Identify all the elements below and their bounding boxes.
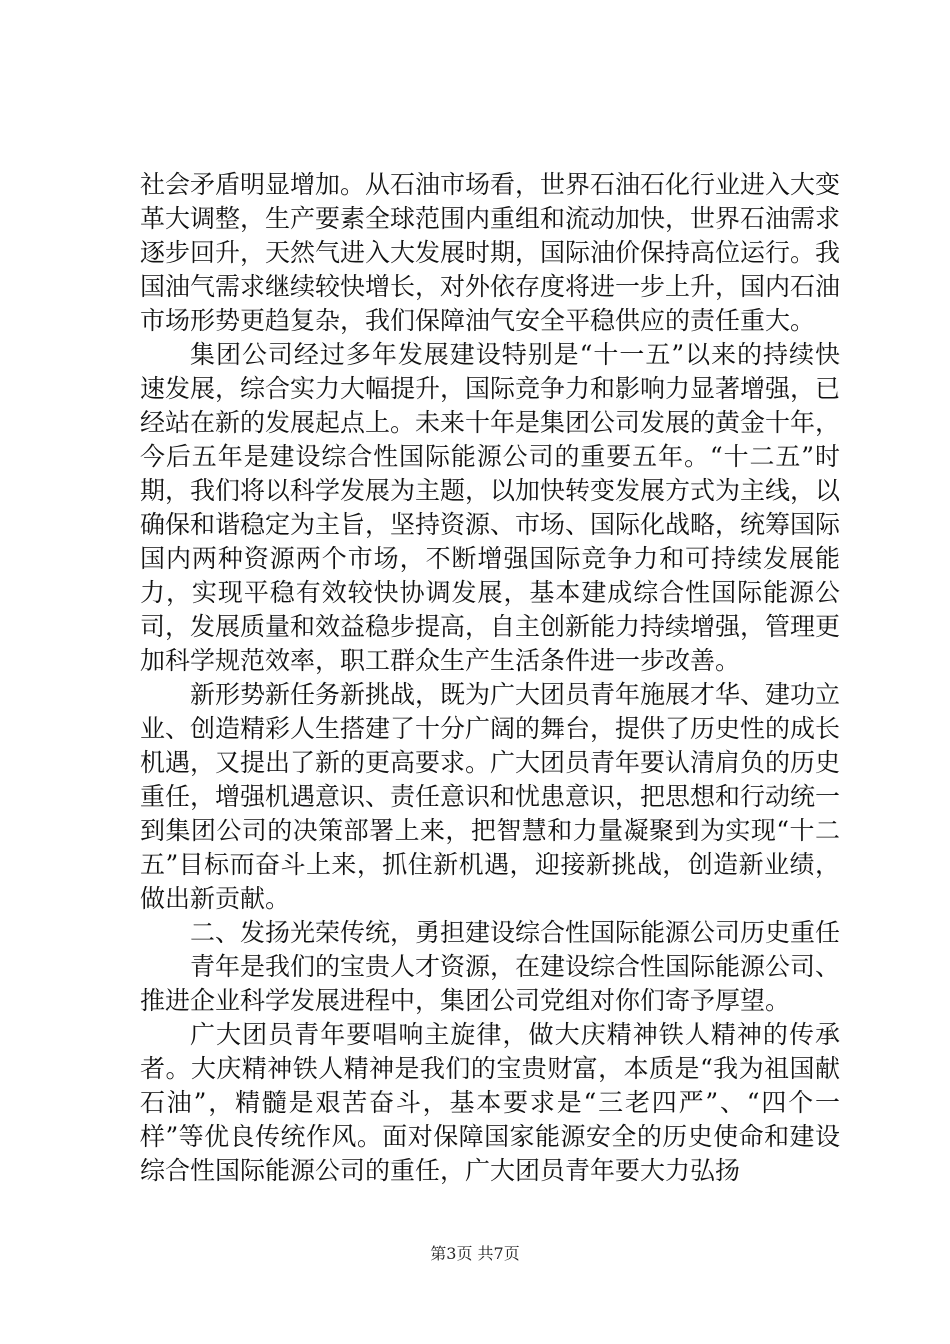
document-body bbox=[140, 168, 840, 1188]
page-footer: 第3页 共7页 bbox=[430, 1244, 520, 1263]
paragraph-3: 新形势新任务新挑战，既为广大团员青年施展才华、建功立业、创造精彩人生搭建了十分广阔的舞台，提供了历史性的成长机遇，又提出了新的更高要求。广大团员青年要认清肩负的历史重任，增强机遇意识、责任意识和忧患意识，把思想和行动统一到集团公司的决策部署上来，把智慧和力量凝聚到为实现“十二五”目标而奋斗上来，抓住新机遇，迎接新挑战，创造新业绩，做出新贡献。 bbox=[140, 680, 841, 913]
section-heading: 二、发扬光荣传统，勇担建设综合性国际能源公司历史重任 bbox=[190, 918, 841, 947]
paragraph-4: 青年是我们的宝贵人才资源，在建设综合性国际能源公司、推进企业科学发展进程中，集团公司党组对你们寄予厚望。 bbox=[140, 952, 841, 1015]
paragraph-1: 社会矛盾明显增加。从石油市场看，世界石油石化行业进入大变革大调整，生产要素全球范围内重组和流动加快，世界石油需求逐步回升，天然气进入大发展时期，国际油价保持高位运行。我国油气需求继续较快增长，对外依存度将进一步上升，国内石油市场形势更趋复杂，我们保障油气安全平稳供应的责任重大。 bbox=[140, 170, 841, 335]
paragraph-5: 广大团员青年要唱响主旋律，做大庆精神铁人精神的传承者。大庆精神铁人精神是我们的宝贵财富，本质是“我为祖国献石油”，精髓是艰苦奋斗，基本要求是“三老四严”、“四个一样”等优良传统作风。面对保障国家能源安全的历史使命和建设综合性国际能源公司的重任，广大团员青年要大力弘扬 bbox=[140, 1020, 840, 1185]
paragraph-2: 集团公司经过多年发展建设特别是“十一五”以来的持续快速发展，综合实力大幅提升，国际竞争力和影响力显著增强，已经站在新的发展起点上。未来十年是集团公司发展的黄金十年，今后五年是建设综合性国际能源公司的重要五年。“十二五”时期，我们将以科学发展为主题，以加快转变发展方式为主线，以确保和谐稳定为主旨，坚持资源、市场、国际化战略，统筹国际国内两种资源两个市场，不断增强国际竞争力和可持续发展能力，实现平稳有效较快协调发展，基本建成综合性国际能源公司，发展质量和效益稳步提高，自主创新能力持续增强，管理更加科学规范效率，职工群众生产生活条件进一步改善。 bbox=[140, 340, 841, 675]
